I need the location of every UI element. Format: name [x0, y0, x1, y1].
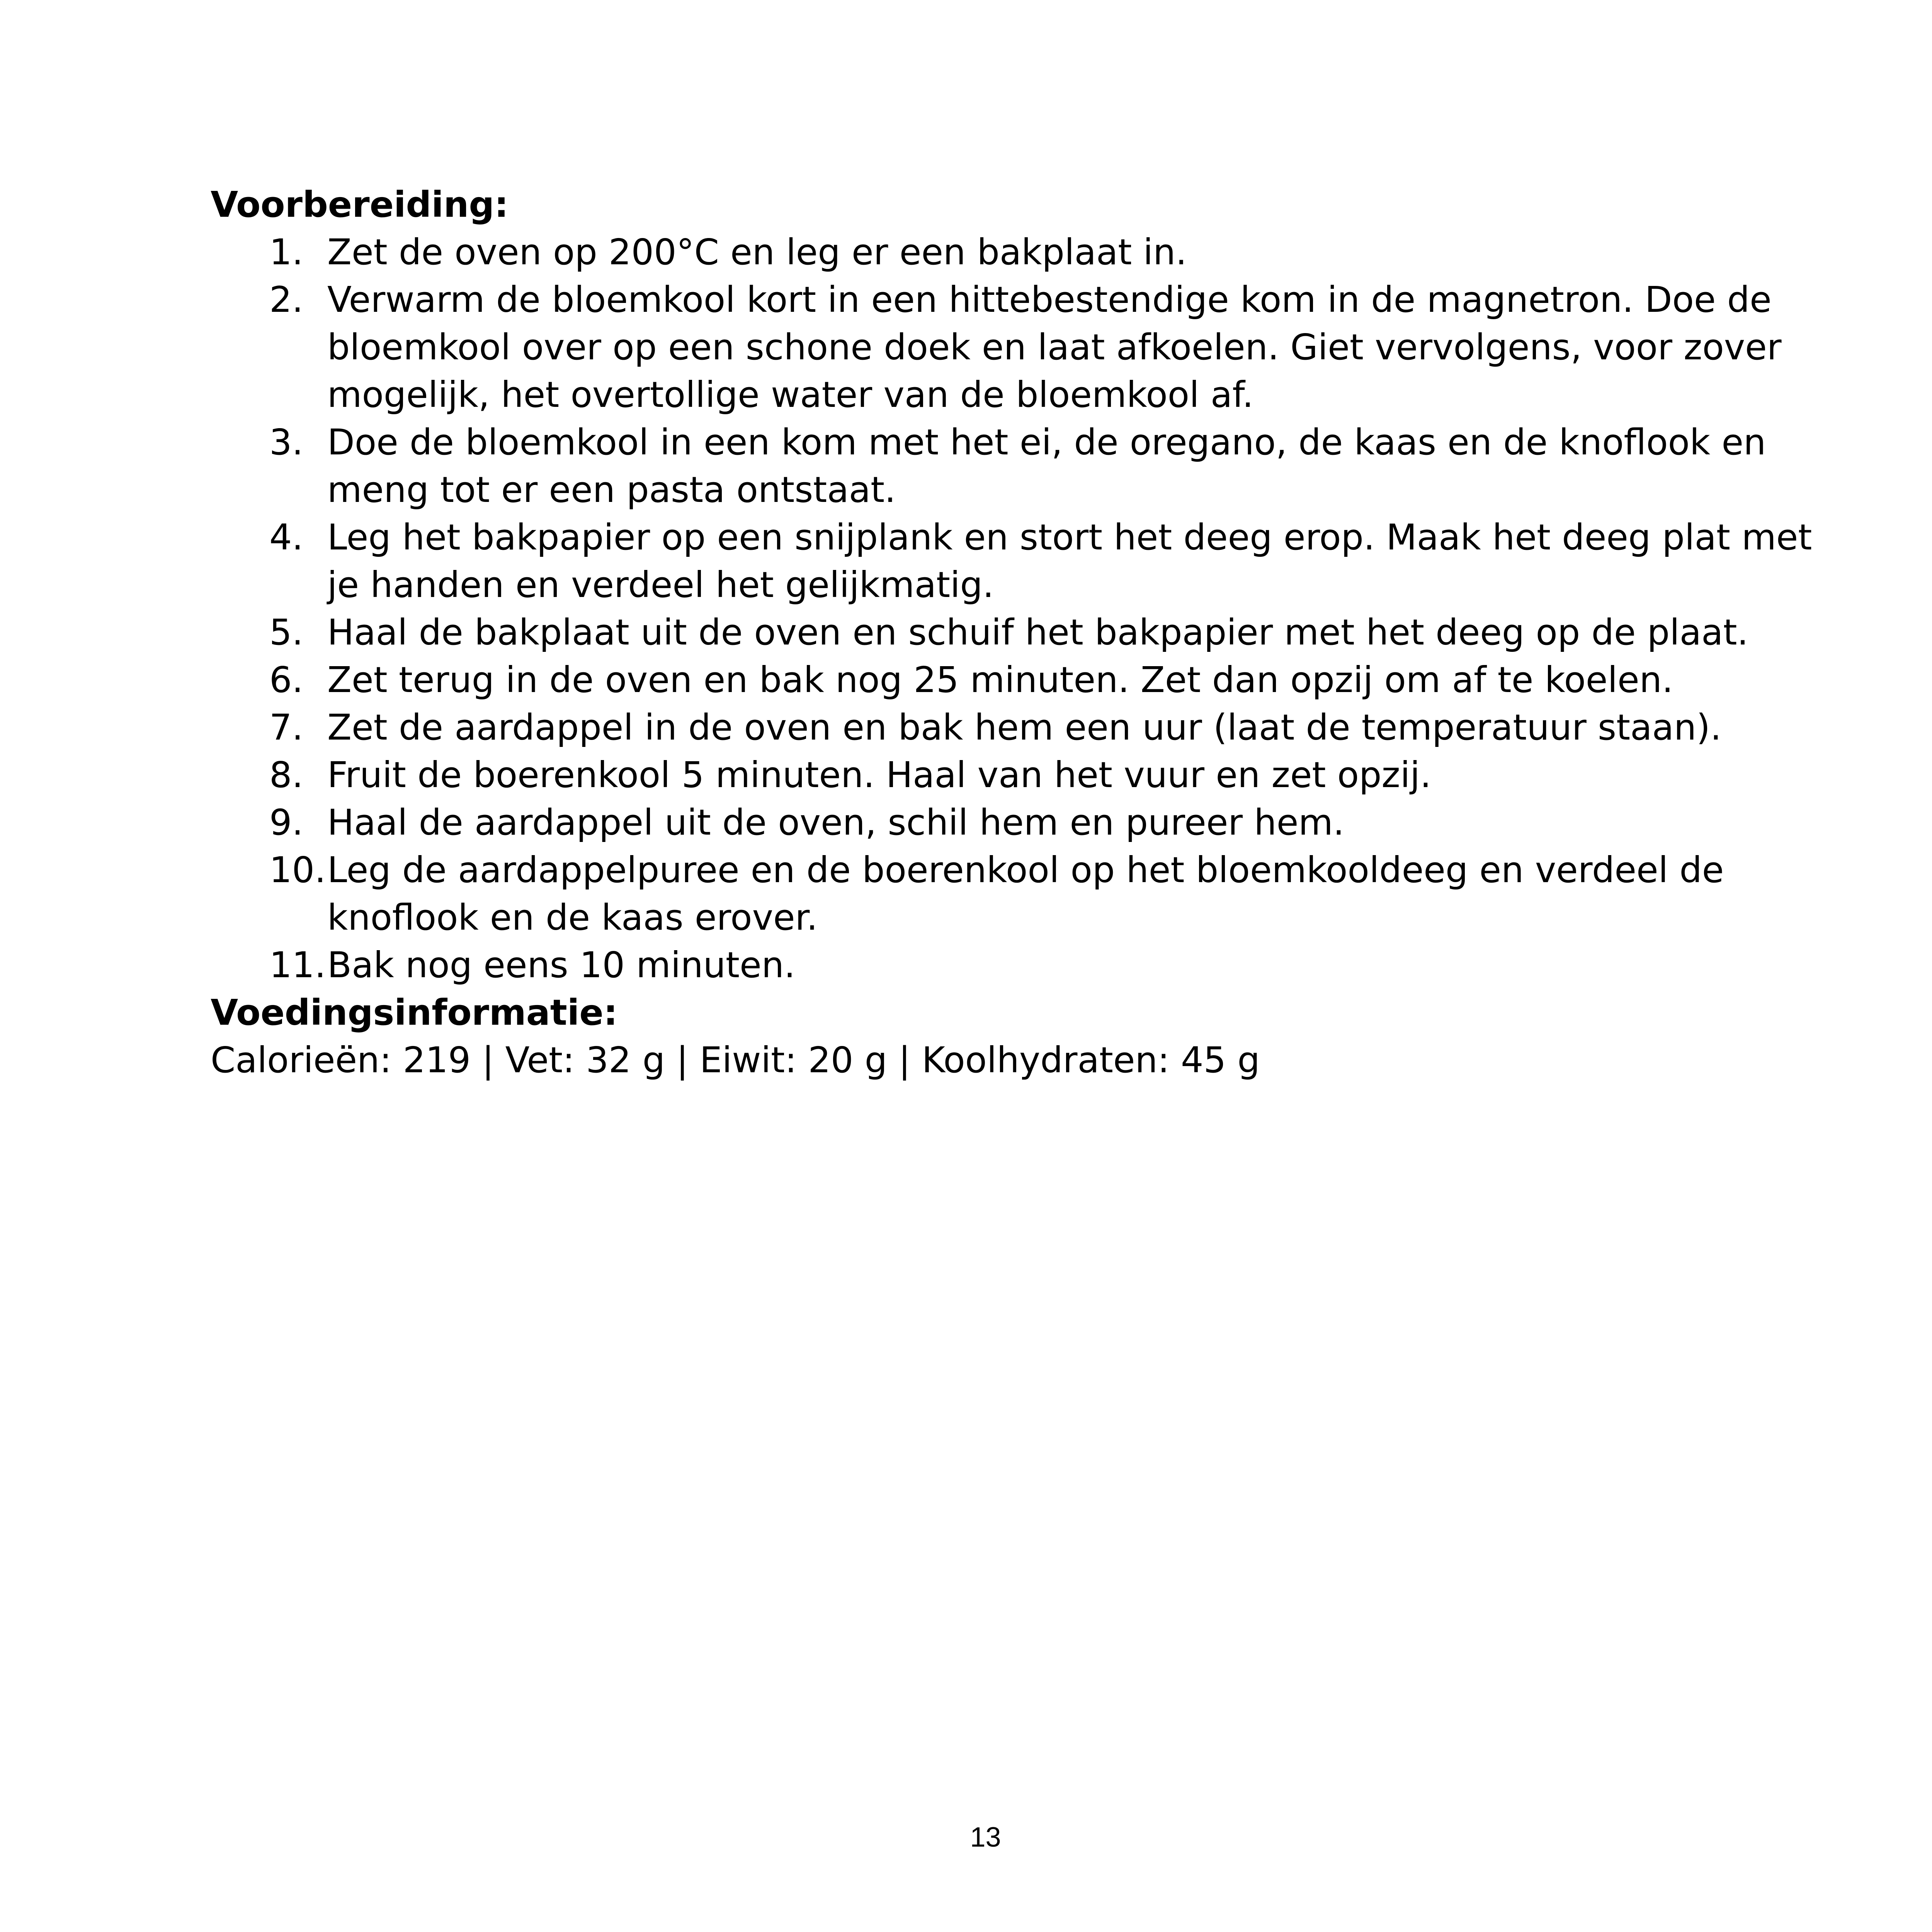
step-text: Zet de aardappel in de oven en bak hem een uur (laat de temperatuur staan). — [327, 707, 1722, 748]
preparation-step — [211, 656, 1853, 704]
preparation-steps-list — [211, 228, 1853, 989]
nutrition-facts: Calorieën: 219 | Vet: 32 g | Eiwit: 20 g | Koolhydraten: 45 g — [211, 1039, 1260, 1081]
step-text: Leg het bakpapier op een snijplank en stort het deeg erop. Maak het deeg plat met je handen en verdeel het gelijkmatig. — [327, 517, 1812, 605]
step-number: 8. — [269, 754, 303, 796]
recipe-content — [211, 181, 1853, 1084]
preparation-heading: Voorbereiding: — [211, 184, 509, 225]
preparation-step — [211, 418, 1853, 514]
step-number: 1. — [269, 231, 303, 273]
preparation-step — [211, 751, 1853, 799]
preparation-step — [211, 799, 1853, 846]
step-text: Zet de oven op 200°C en leg er een bakplaat in. — [327, 231, 1187, 273]
step-number: 5. — [269, 612, 303, 653]
step-text: Haal de aardappel uit de oven, schil hem en pureer hem. — [327, 802, 1345, 843]
step-number: 10. — [269, 849, 326, 891]
preparation-step — [211, 704, 1853, 751]
step-text: Bak nog eens 10 minuten. — [327, 944, 796, 986]
preparation-step — [211, 228, 1853, 276]
step-text: Doe de bloemkool in een kom met het ei, de oregano, de kaas en de knoflook en meng tot er een pasta ontstaat. — [327, 422, 1766, 510]
preparation-step — [211, 941, 1853, 989]
step-text: Haal de bakplaat uit de oven en schuif het bakpapier met het deeg op de plaat. — [327, 612, 1748, 653]
step-text: Fruit de boerenkool 5 minuten. Haal van het vuur en zet opzij. — [327, 754, 1432, 796]
preparation-step — [211, 846, 1853, 941]
nutrition-heading: Voedingsinformatie: — [211, 992, 618, 1033]
step-number: 7. — [269, 707, 303, 748]
step-number: 11. — [269, 944, 326, 986]
step-number: 9. — [269, 802, 303, 843]
step-number: 4. — [269, 517, 303, 558]
step-number: 2. — [269, 279, 303, 320]
preparation-step — [211, 514, 1853, 609]
step-text: Verwarm de bloemkool kort in een hittebestendige kom in de magnetron. Doe de bloemkool over op een schone doek en laat afkoelen. Giet vervolgens, voor zover mogelijk, het overtollige water van de bloemkool af. — [327, 279, 1782, 415]
page-number: 13 — [970, 1822, 1001, 1853]
step-text: Leg de aardappelpuree en de boerenkool op het bloemkooldeeg en verdeel de knoflook en de kaas erover. — [327, 849, 1724, 938]
step-number: 3. — [269, 422, 303, 463]
preparation-step — [211, 609, 1853, 656]
preparation-step — [211, 276, 1853, 418]
step-number: 6. — [269, 659, 303, 701]
step-text: Zet terug in de oven en bak nog 25 minuten. Zet dan opzij om af te koelen. — [327, 659, 1673, 701]
